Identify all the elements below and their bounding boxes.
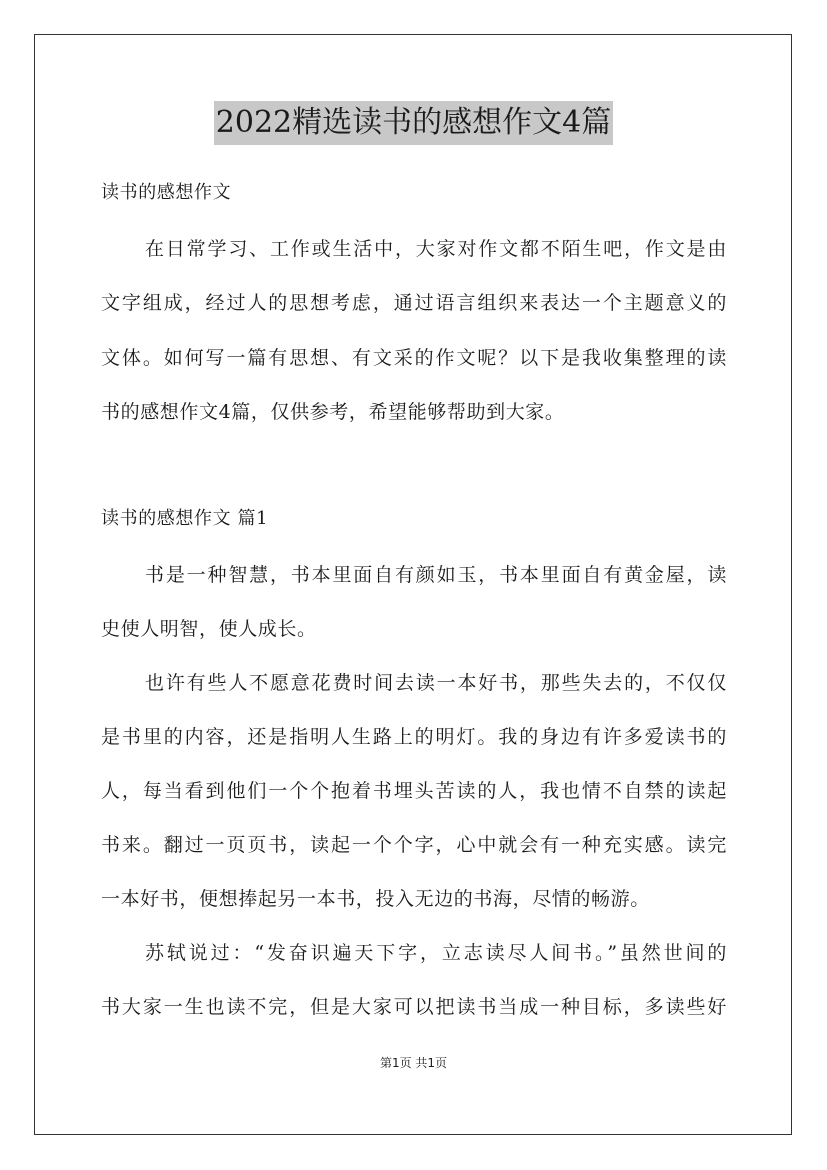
section1-line-9: 书大家一生也读不完，但是大家可以把读书当成一种目标，多读些好 xyxy=(101,996,727,1018)
title-container xyxy=(0,101,827,145)
section1-line-5: 人，每当看到他们一个个抱着书埋头苦读的人，我也情不自禁的读起 xyxy=(101,780,727,802)
section1-line-3: 也许有些人不愿意花费时间去读一本好书，那些失去的，不仅仅 xyxy=(145,672,727,694)
intro-line-2: 文字组成，经过人的思想考虑，通过语言组织来表达一个主题意义的 xyxy=(101,292,727,314)
section1-line-2: 史使人明智，使人成长。 xyxy=(101,618,317,640)
intro-line-3: 文体。如何写一篇有思想、有文采的作文呢？以下是我收集整理的读 xyxy=(101,347,727,369)
intro-heading: 读书的感想作文 xyxy=(101,182,232,203)
page-footer: 第1页 共1页 xyxy=(379,1056,448,1070)
section1-line-4: 是书里的内容，还是指明人生路上的明灯。我的身边有许多爱读书的 xyxy=(101,726,727,748)
section1-heading: 读书的感想作文 篇1 xyxy=(101,508,269,529)
document-title: 2022精选读书的感想作文4篇 xyxy=(214,101,613,145)
section1-line-6: 书来。翻过一页页书，读起一个个字，心中就会有一种充实感。读完 xyxy=(101,834,727,856)
intro-line-1: 在日常学习、工作或生活中，大家对作文都不陌生吧，作文是由 xyxy=(145,238,727,260)
section1-line-8: 苏轼说过：“发奋识遍天下字，立志读尽人间书。”虽然世间的 xyxy=(145,942,727,964)
section1-line-7: 一本好书，便想捧起另一本书，投入无边的书海，尽情的畅游。 xyxy=(101,888,650,910)
intro-line-4: 书的感想作文4篇，仅供参考，希望能够帮助到大家。 xyxy=(101,401,565,423)
section1-line-1: 书是一种智慧，书本里面自有颜如玉，书本里面自有黄金屋，读 xyxy=(145,564,727,586)
